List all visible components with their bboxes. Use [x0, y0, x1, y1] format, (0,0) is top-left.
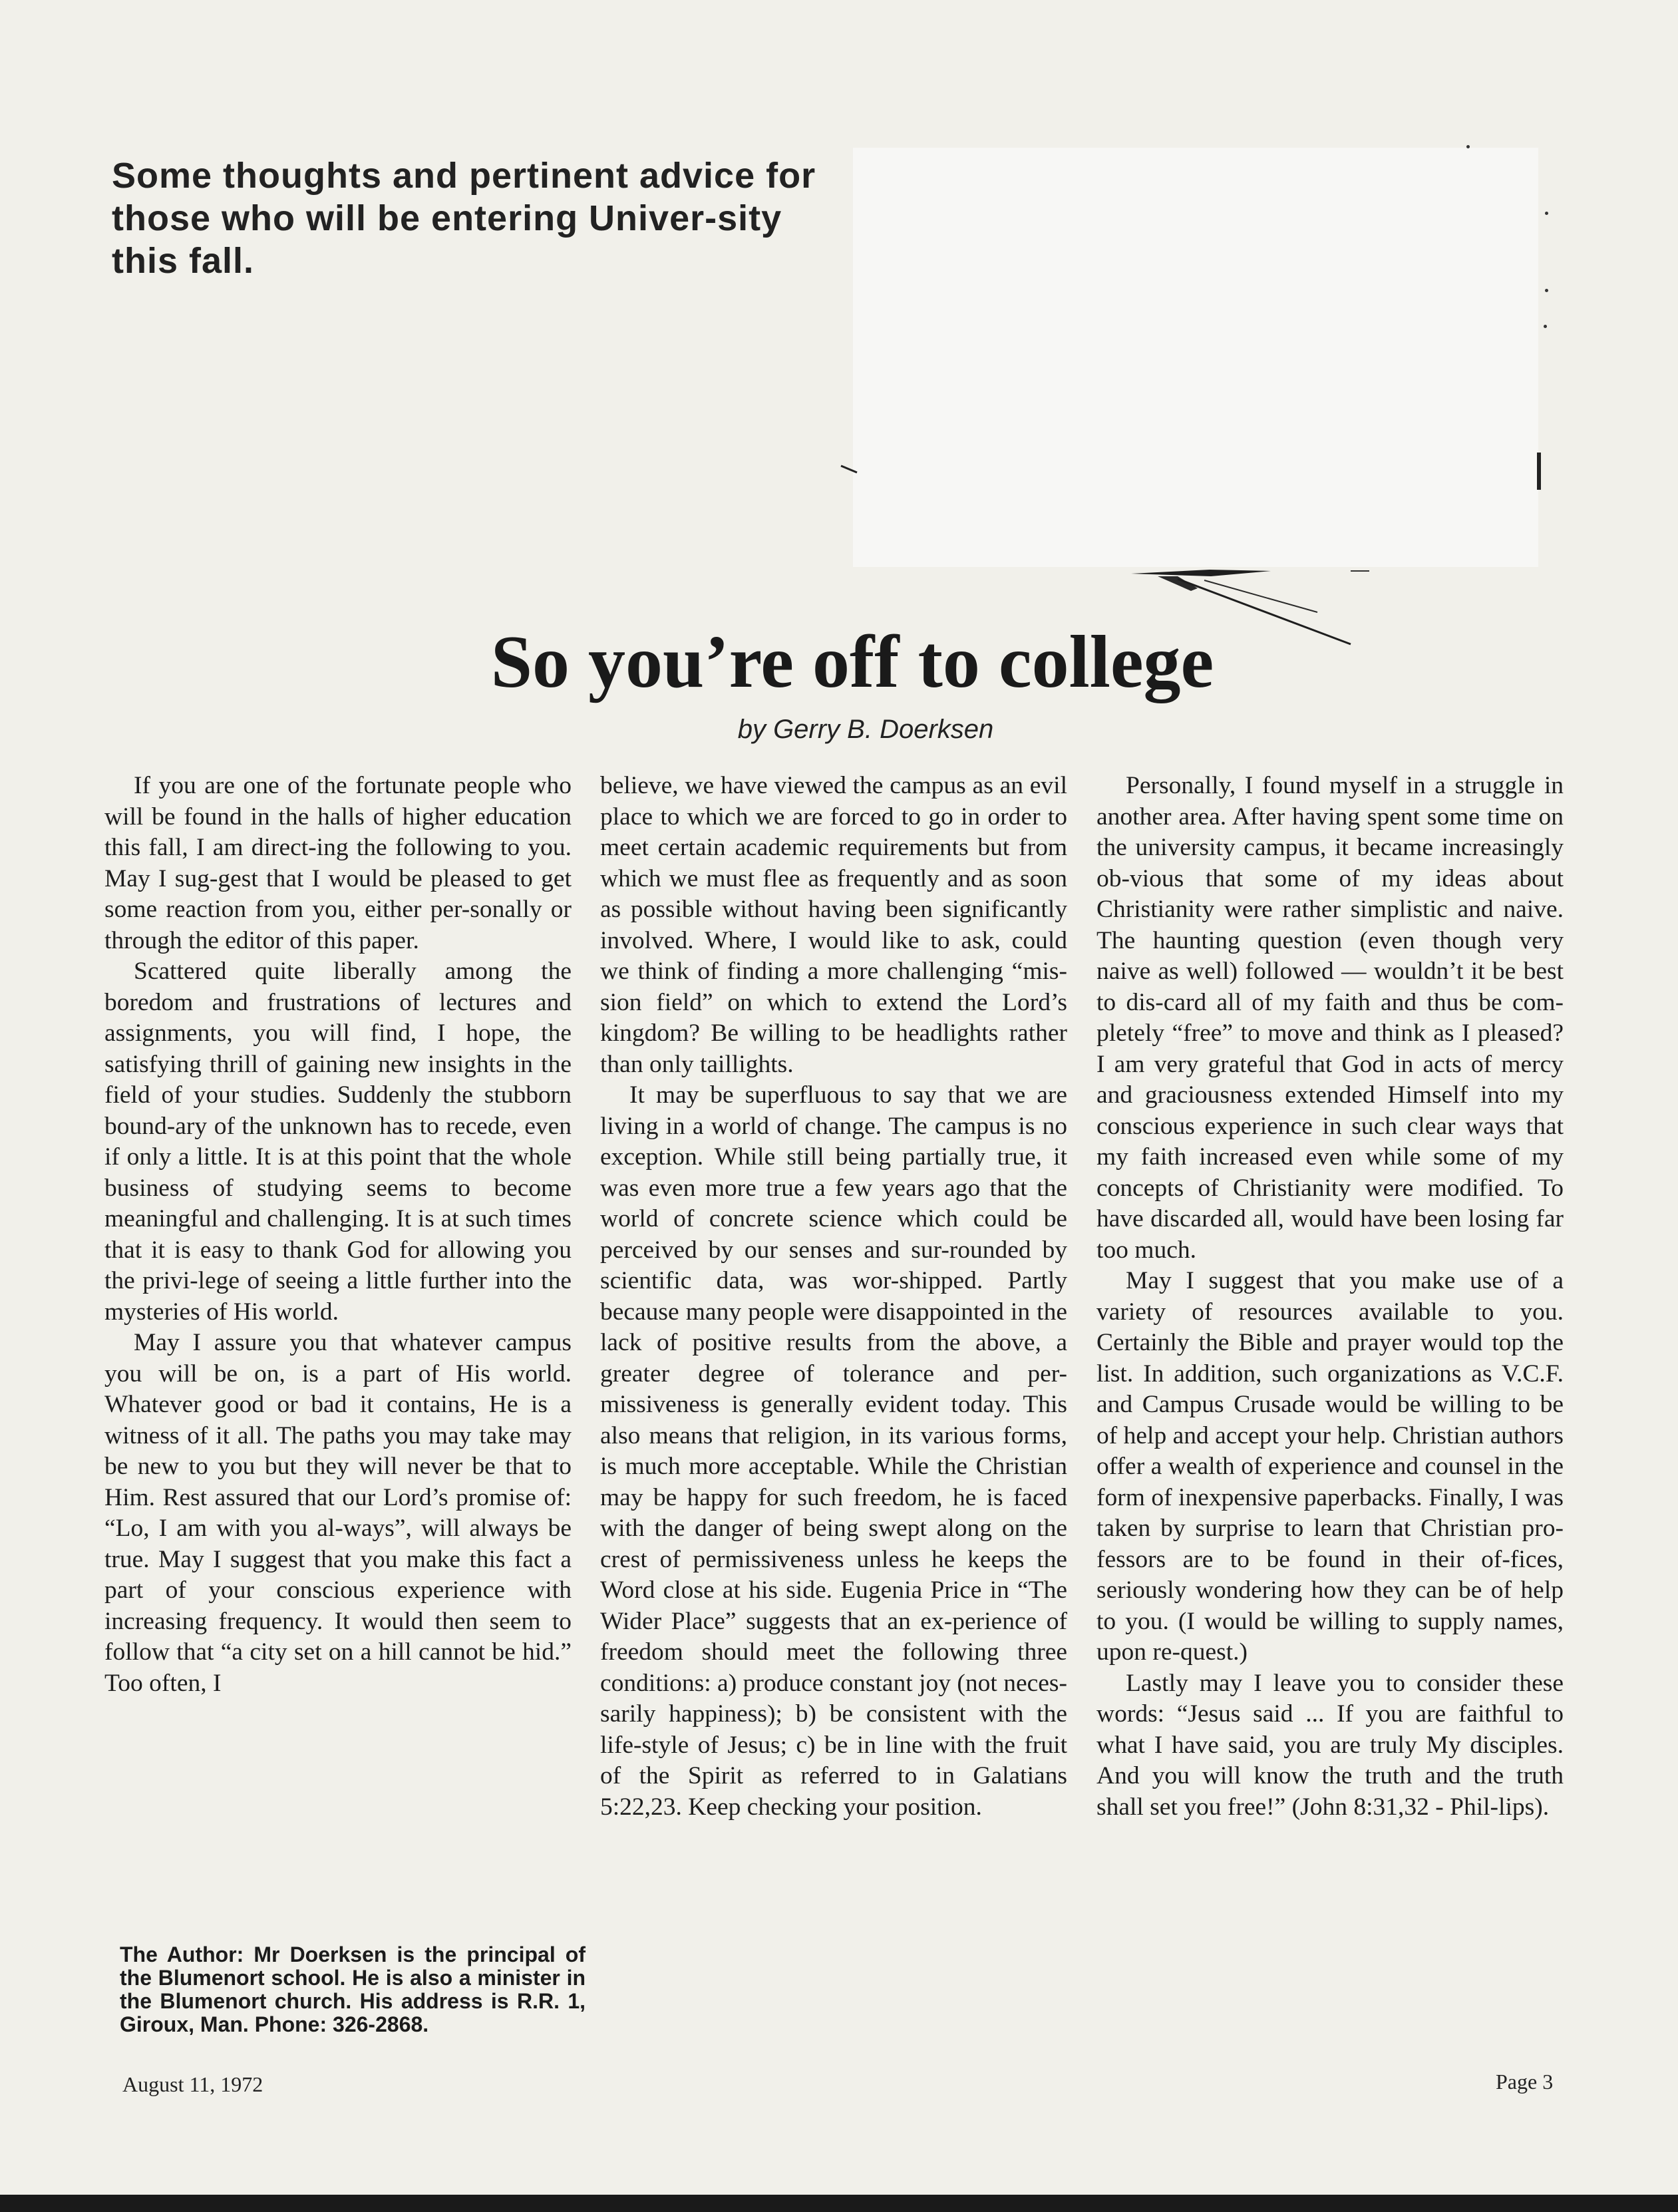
paragraph: If you are one of the fortunate people who will be found in the halls of higher education this fall, I am direct-ing the following to you. May I sug-gest that I would be pleased to get some reaction from you, either per-sonally or through the editor of this paper. — [104, 772, 572, 954]
photo-area — [853, 148, 1538, 567]
byline: by Gerry B. Doerksen — [737, 715, 994, 744]
print-speck — [1545, 289, 1548, 292]
photo-edge-mark — [1537, 453, 1541, 490]
article-column-2 — [600, 771, 1067, 1823]
author-note: The Author: Mr Doerksen is the principal of the Blumenort school. He is also a minister in the Blumenort church. His address is R.R. 1, Giroux, Man. Phone: 326-2868. — [120, 1942, 586, 2036]
paragraph: Personally, I found myself in a struggle in another area. After having spent some time on the university campus, it became increasingly ob-vious that some of my ideas about Christianity were rather simplistic and naive. The haunting question (even though very naive as well) followed — wouldn’t it be best to dis-card all of my faith and thus be com-pletely “free” to move and think as I pleased? I am very grateful that God in acts of mercy and graciousness extended Himself into my conscious experience in such clear ways that my faith increased even while some of my concepts of Christianity were modified. To have discarded all, would have been losing far too much. — [1096, 772, 1564, 1264]
page-number: Page 3 — [1496, 2070, 1554, 2094]
kicker-text: Some thoughts and pertinent advice for those who will be entering Univer-sity this fall. — [112, 156, 816, 281]
paragraph: May I assure you that whatever campus you will be on, is a part of His world. Whatever good or bad it contains, He is a witness of it all. The paths you may take may be new to you but they will never be that to Him. Rest assured that our Lord’s promise of: “Lo, I am with you al-ways”, will always be true. May I suggest that you make this fact a part of your conscious experience with increasing frequency. It would then seem to follow that “a city set on a hill cannot be hid.” Too often, I — [104, 1329, 572, 1697]
photo-mark — [840, 459, 860, 479]
scan-edge — [0, 2195, 1678, 2212]
headline: So you’re off to college — [490, 621, 1214, 703]
print-speck — [1544, 325, 1547, 328]
article-column-1 — [104, 771, 572, 1699]
paragraph: Scattered quite liberally among the boredom and frustrations of lectures and assignments, you will find, I hope, the satisfying thrill of gaining new insights in the field of your studies. Suddenly the stubborn bound-ary of the unknown has to recede, even if only a little. It is at this point that the whole business of studying seems to become meaningful and challenging. It is at such times that it is easy to thank God for allowing you the privi-lege of seeing a little further into the mysteries of His world. — [104, 958, 572, 1326]
paragraph: believe, we have viewed the campus as an evil place to which we are forced to go in order to meet certain academic requirements but from which we must flee as frequently and as soon as possible without having been significantly involved. Where, I would like to ask, could we think of finding a more challenging “mis-sion field” on which to extend the Lord’s kingdom? Be willing to be headlights rather than only taillights. — [600, 772, 1067, 1078]
paragraph: It may be superfluous to say that we are living in a world of change. The campus is no exception. While still being partially true, it was even more true a few years ago that the world of concrete science which could be perceived by our senses and sur-rounded by scientific data, was wor-shipped. Partly because many people were disappointed in the lack of positive results from the above, a greater degree of tolerance and per-missiveness is generally evident today. This also means that religion, in its various forms, is much more acceptable. While the Christian may be happy for such freedom, he is faced with the danger of being swept along on the crest of permissiveness unless he keeps the Word close at his side. Eugenia Price in “The Wider Place” suggests that an ex-perience of freedom should meet the following three conditions: a) produce constant joy (not neces-sarily happiness); b) be consistent with the life-style of Jesus; c) be in line with the fruit of the Spirit as referred to in Galatians 5:22,23. Keep checking your position. — [600, 1081, 1067, 1821]
paragraph: May I suggest that you make use of a variety of resources available to you. Certainly the Bible and prayer would top the list. In addition, such organizations as V.C.F. and Campus Crusade would be willing to be of help and accept your help. Christian authors offer a wealth of experience and counsel in the form of inexpensive paperbacks. Finally, I was taken by surprise to learn that Christian pro-fessors are to be found in their of-fices, seriously wondering how they can be of help to you. (I would be willing to supply names, upon re-quest.) — [1096, 1267, 1564, 1666]
print-speck — [1466, 145, 1470, 148]
paragraph: Lastly may I leave you to consider these words: “Jesus said ... If you are faithful to what I have said, you are truly My disciples. And you will know the truth and the truth shall set you free!” (John 8:31,32 - Phil-lips). — [1096, 1669, 1564, 1821]
issue-date: August 11, 1972 — [122, 2072, 263, 2096]
article-column-3 — [1096, 771, 1564, 1823]
print-speck — [1545, 212, 1548, 215]
